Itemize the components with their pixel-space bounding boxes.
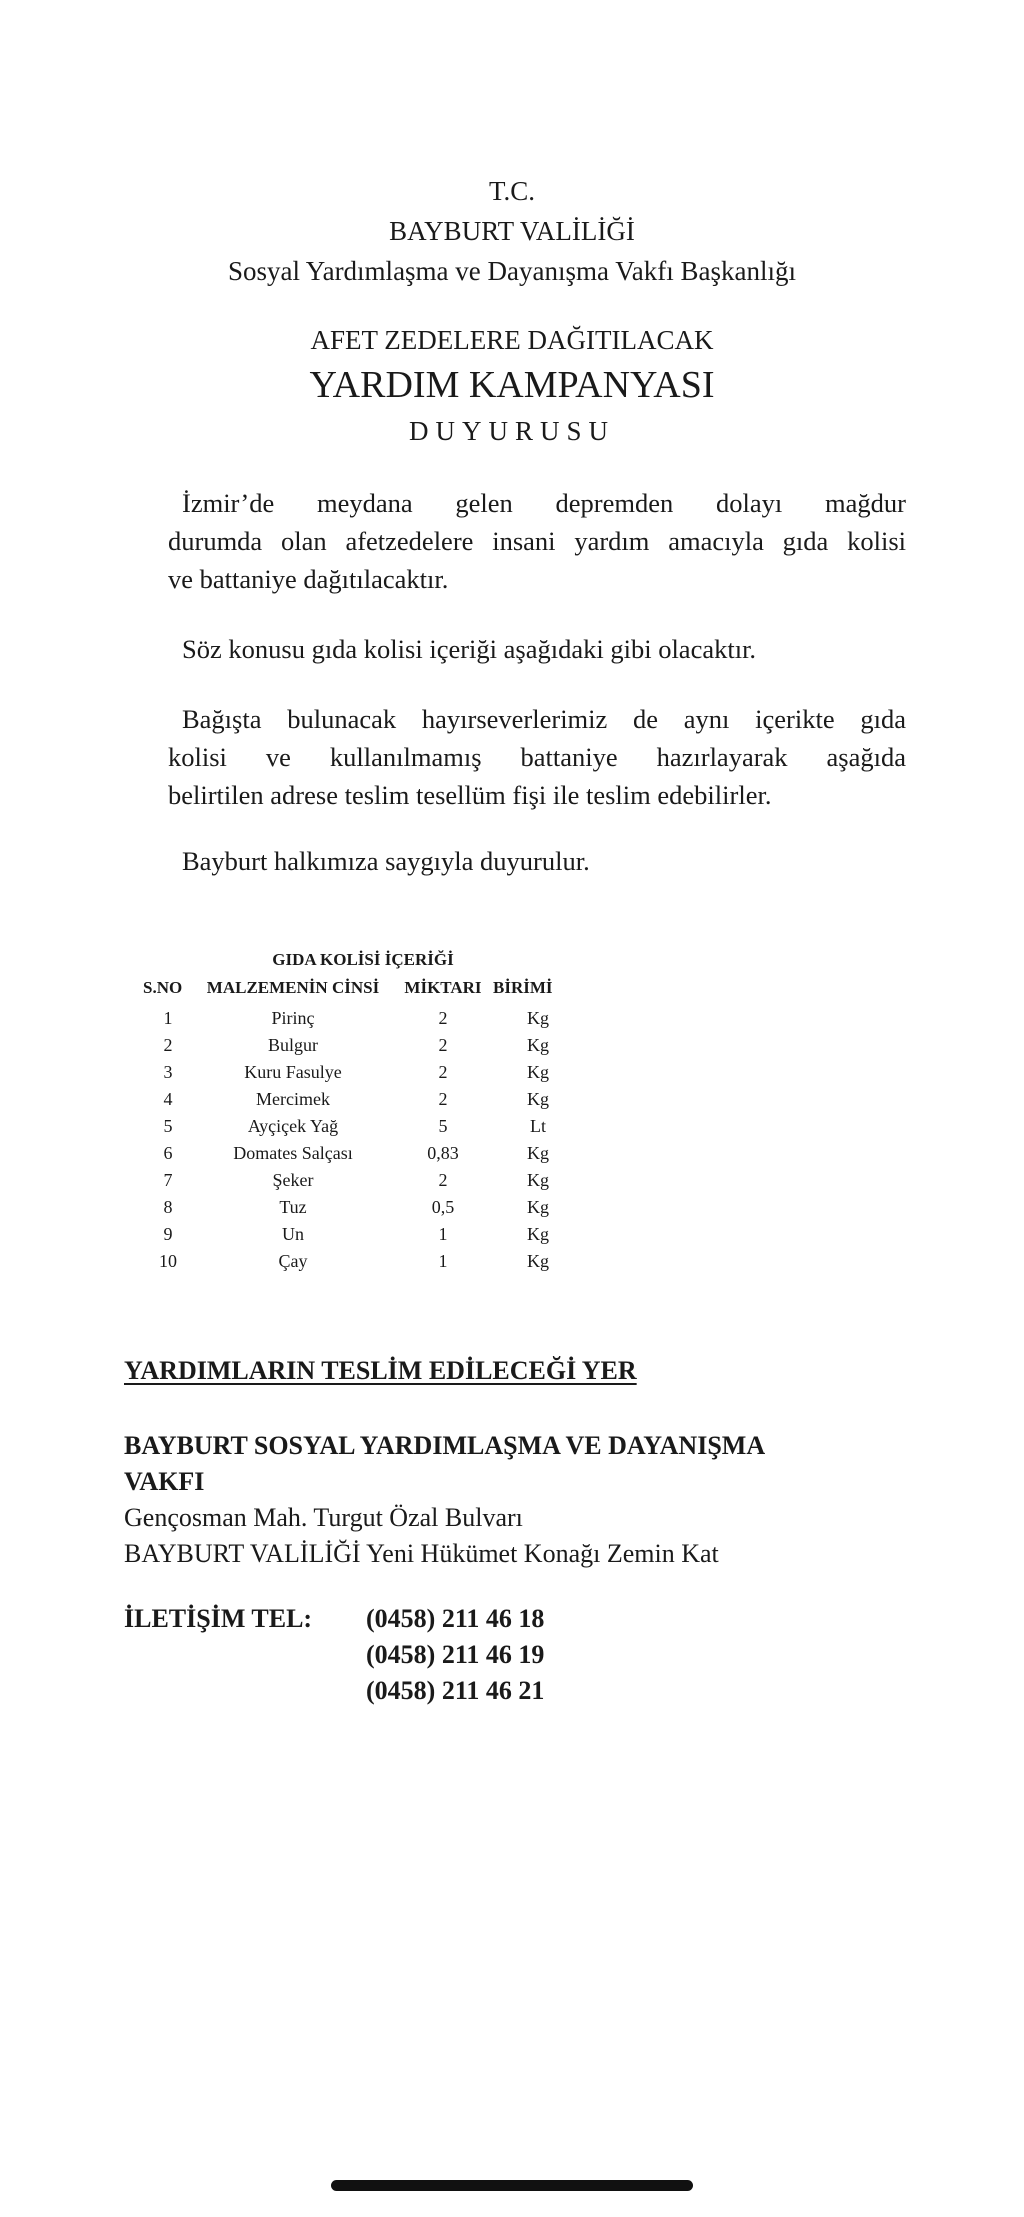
- header-qty: MİKTARI: [404, 978, 482, 997]
- cell-unit: Kg: [527, 1035, 549, 1055]
- header-duyurusu: DUYURUSU: [408, 416, 616, 446]
- table-grid: [143, 978, 583, 1278]
- org-line: BAYBURT SOSYAL YARDIMLAŞMA VE DAYANIŞMA: [124, 1431, 766, 1460]
- delivery-address: [124, 1500, 719, 1572]
- header-unit: BİRİMİ: [493, 978, 553, 997]
- contact-label: İLETİŞİM TEL:: [124, 1604, 313, 1633]
- header-vakif: Sosyal Yardımlaşma ve Dayanışma Vakfı Başkanlığı: [228, 256, 796, 286]
- cell-no: 1: [163, 1008, 173, 1028]
- paragraph-line: Söz konusu gıda kolisi içeriği aşağıdaki gibi olacaktır.: [182, 634, 757, 664]
- cell-qty: 1: [438, 1251, 448, 1271]
- cell-qty: 2: [438, 1008, 448, 1028]
- cell-no: 3: [163, 1062, 173, 1082]
- cell-qty: 2: [438, 1170, 448, 1190]
- cell-unit: Kg: [527, 1170, 549, 1190]
- table-row: [143, 1116, 583, 1143]
- cell-name: Pirinç: [271, 1008, 315, 1028]
- paragraph-line: Bayburt halkımıza saygıyla duyurulur.: [182, 846, 590, 876]
- table-row: [143, 1062, 583, 1089]
- cell-no: 8: [163, 1197, 173, 1217]
- table-row: [143, 1224, 583, 1251]
- cell-unit: Kg: [527, 1062, 549, 1082]
- cell-qty: 5: [438, 1116, 448, 1136]
- cell-qty: 2: [438, 1089, 448, 1109]
- cell-unit: Kg: [527, 1008, 549, 1028]
- cell-qty: 0,83: [427, 1143, 459, 1163]
- paragraph-line: kolisi ve kullanılmamış battaniye hazırlayarak aşağıda: [168, 742, 906, 772]
- phone-number: (0458) 211 46 21: [366, 1676, 545, 1705]
- cell-no: 4: [163, 1089, 173, 1109]
- phone-number: (0458) 211 46 18: [366, 1604, 545, 1633]
- table-header-row: [143, 978, 583, 1008]
- paragraph-line: İzmir’de meydana gelen depremden dolayı mağdur: [182, 488, 906, 518]
- cell-name: Ayçiçek Yağ: [247, 1116, 339, 1136]
- table-row: [143, 1251, 583, 1278]
- delivery-heading: YARDIMLARIN TESLİM EDİLECEĞİ YER: [124, 1356, 637, 1385]
- paragraph-contents: [168, 630, 906, 668]
- paragraph-line: Bağışta bulunacak hayırseverlerimiz de aynı içerikte gıda: [182, 704, 906, 734]
- address-line: BAYBURT VALİLİĞİ Yeni Hükümet Konağı Zemin Kat: [124, 1539, 719, 1568]
- header-kampanya: YARDIM KAMPANYASI: [309, 364, 715, 406]
- header-tc: T.C.: [489, 176, 535, 206]
- cell-name: Mercimek: [256, 1089, 330, 1109]
- cell-name: Çay: [278, 1251, 308, 1271]
- table-row: [143, 1035, 583, 1062]
- paragraph-donors: [168, 700, 906, 814]
- paragraph-line: belirtilen adrese teslim tesellüm fişi ile teslim edebilirler.: [168, 780, 772, 810]
- cell-qty: 2: [438, 1062, 448, 1082]
- paragraph-closing: [168, 842, 906, 880]
- cell-no: 10: [159, 1251, 177, 1271]
- cell-no: 9: [163, 1224, 173, 1244]
- cell-no: 7: [163, 1170, 173, 1190]
- cell-unit: Kg: [527, 1251, 549, 1271]
- delivery-organization: [124, 1428, 765, 1500]
- table-title: GIDA KOLİSİ İÇERİĞİ: [272, 950, 454, 969]
- cell-no: 2: [163, 1035, 173, 1055]
- org-line: VAKFI: [124, 1467, 205, 1496]
- table-row: [143, 1143, 583, 1170]
- cell-name: Bulgur: [267, 1035, 318, 1055]
- paragraph-line: ve battaniye dağıtılacaktır.: [168, 564, 449, 594]
- phone-number: (0458) 211 46 19: [366, 1640, 545, 1669]
- cell-name: Domates Salçası: [233, 1143, 353, 1163]
- cell-unit: Kg: [527, 1089, 549, 1109]
- table-row: [143, 1170, 583, 1197]
- cell-name: Kuru Fasulye: [244, 1062, 342, 1082]
- table-row: [143, 1089, 583, 1116]
- cell-no: 6: [163, 1143, 173, 1163]
- cell-name: Şeker: [272, 1170, 314, 1190]
- cell-no: 5: [163, 1116, 173, 1136]
- cell-unit: Kg: [527, 1224, 549, 1244]
- header-name: MALZEMENİN CİNSİ: [206, 978, 380, 997]
- cell-qty: 0,5: [431, 1197, 455, 1217]
- paragraph-intro: [168, 484, 906, 598]
- address-line: Gençosman Mah. Turgut Özal Bulvarı: [124, 1503, 523, 1532]
- header-afet: AFET ZEDELERE DAĞITILACAK: [310, 325, 714, 355]
- cell-qty: 1: [438, 1224, 448, 1244]
- cell-qty: 2: [438, 1035, 448, 1055]
- cell-name: Tuz: [279, 1197, 307, 1217]
- table-row: [143, 1008, 583, 1035]
- header-no: S.NO: [143, 978, 183, 997]
- paragraph-line: durumda olan afetzedelere insani yardım amacıyla gıda kolisi: [168, 526, 906, 556]
- header-valilik: BAYBURT VALİLİĞİ: [389, 216, 635, 246]
- cell-unit: Lt: [530, 1116, 546, 1136]
- cell-unit: Kg: [527, 1143, 549, 1163]
- table-row: [143, 1197, 583, 1224]
- cell-unit: Kg: [527, 1197, 549, 1217]
- cell-name: Un: [282, 1224, 304, 1244]
- home-indicator-bar[interactable]: [331, 2180, 693, 2191]
